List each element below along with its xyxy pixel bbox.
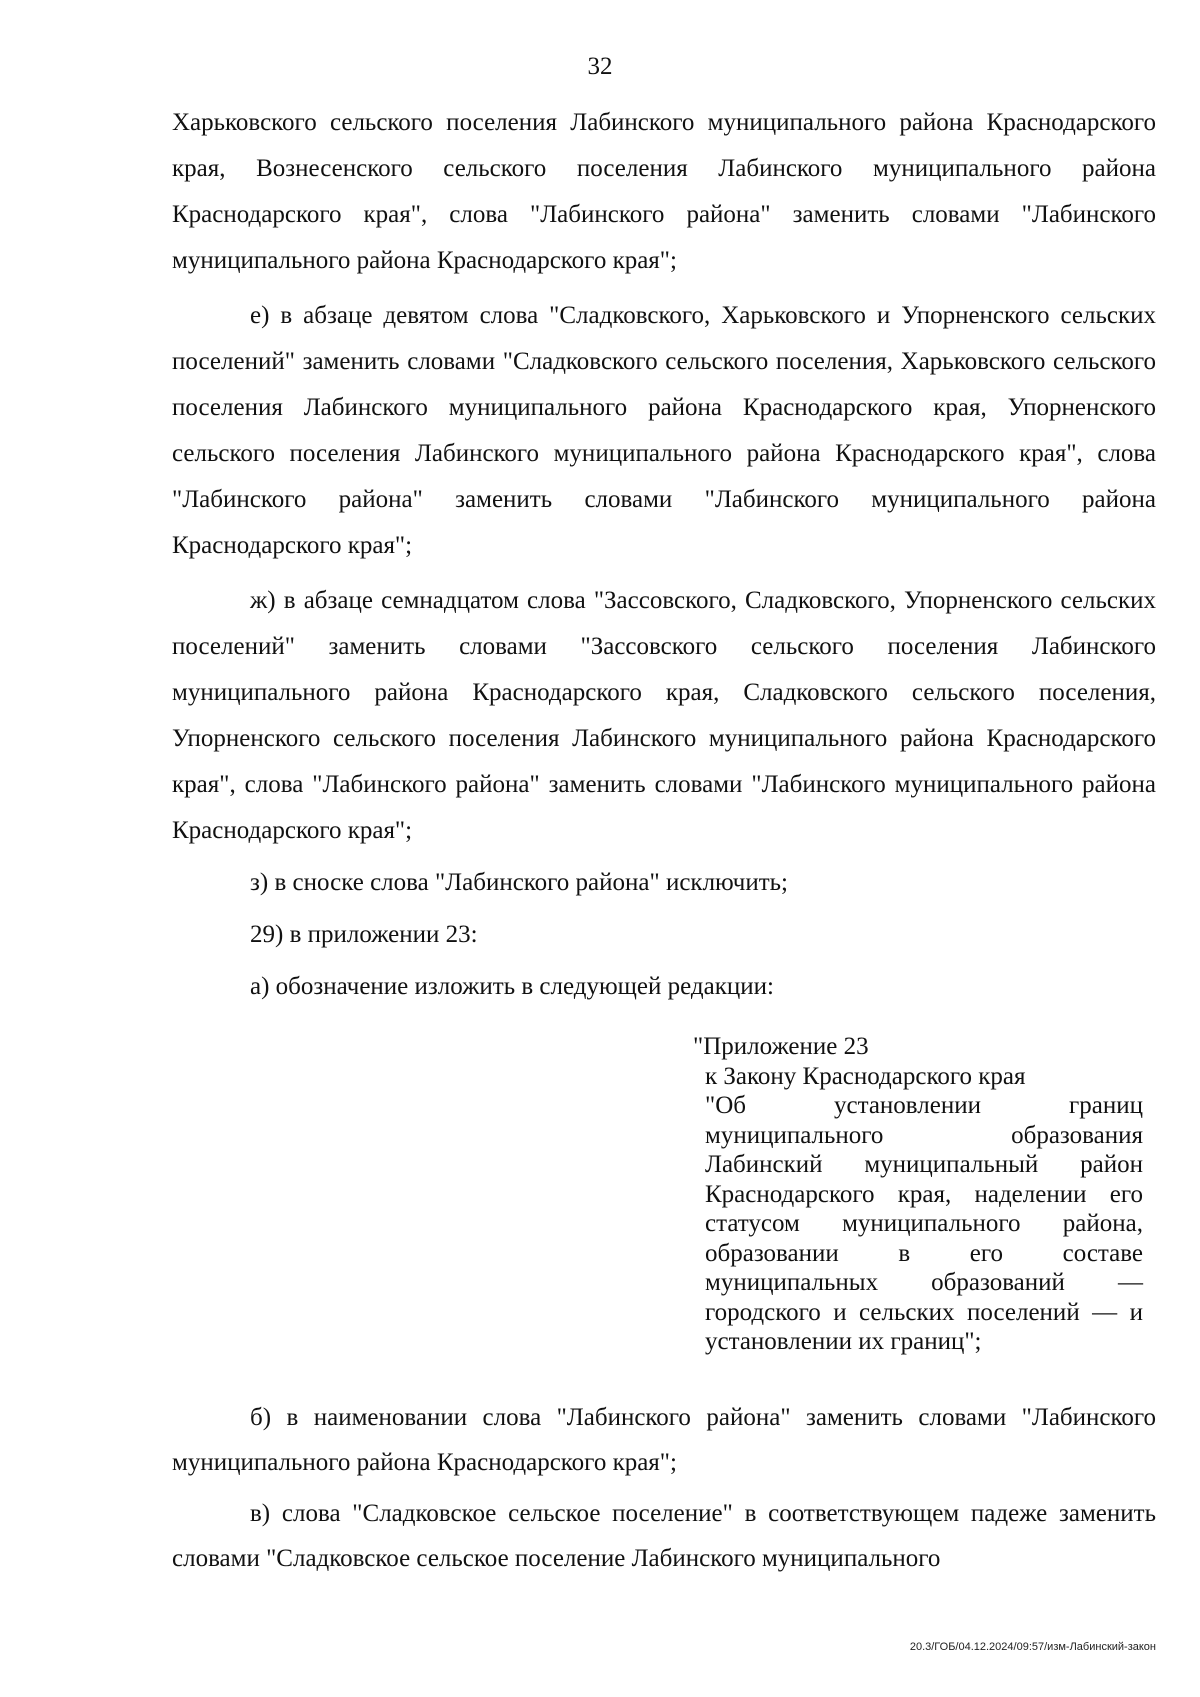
paragraph-item-29: 29) в приложении 23: [250, 921, 478, 948]
appendix-designation [693, 1032, 1143, 1357]
main-text [172, 100, 1156, 1010]
appendix-law-name: "Об установлении границ муниципального образования Лабинский муниципальный район Краснодарского края, наделении его статусом муниципального района, образовании в его составе муниципальных образований — городского и сельских поселений — и установлении их границ"; [705, 1092, 1143, 1355]
paragraph-continuation: Харьковского сельского поселения Лабинского муниципального района Краснодарского края, Вознесенского сельского поселения Лабинского муниципального района Краснодарского края", слова "Лабинского района" заменить словами "Лабинского муниципального района Краснодарского края"; [172, 109, 1156, 274]
lower-text [172, 1395, 1156, 1581]
paragraph-item-a: а) обозначение изложить в следующей редакции: [250, 973, 774, 1000]
paragraph-item-z: з) в сноске слова "Лабинского района" исключить; [250, 869, 789, 896]
paragraph-item-b: б) в наименовании слова "Лабинского района" заменить словами "Лабинского муниципального района Краснодарского края"; [172, 1404, 1156, 1476]
document-footer-code: 20.3/ГОБ/04.12.2024/09:57/изм-Лабинский-закон [909, 1641, 1156, 1653]
appendix-law-reference: к Закону Краснодарского края [705, 1062, 1026, 1090]
paragraph-item-e: е) в абзаце девятом слова "Сладковского, Харьковского и Упорненского сельских поселений" заменить словами "Сладковского сельского поселения, Харьковского сельского поселения Лабинского муниципального района Краснодарского края, Упорненского сельского поселения Лабинского муниципального района Краснодарского края", слова "Лабинского района" заменить словами "Лабинского муниципального района Краснодарского края"; [172, 302, 1156, 559]
paragraph-item-v: в) слова "Сладковское сельское поселение" в соответствующем падеже заменить словами "Сладковское сельское поселение Лабинского муниципального [172, 1500, 1156, 1572]
paragraph-item-zh: ж) в абзаце семнадцатом слова "Зассовского, Сладковского, Упорненского сельских поселений" заменить словами "Зассовского сельского поселения Лабинского муниципального района Краснодарского края, Сладковского сельского поселения, Упорненского сельского поселения Лабинского муниципального района Краснодарского края", слова "Лабинского района" заменить словами "Лабинского муниципального района Краснодарского края"; [172, 587, 1156, 844]
appendix-title: "Приложение 23 [693, 1033, 869, 1060]
page-number: 32 [587, 53, 613, 80]
